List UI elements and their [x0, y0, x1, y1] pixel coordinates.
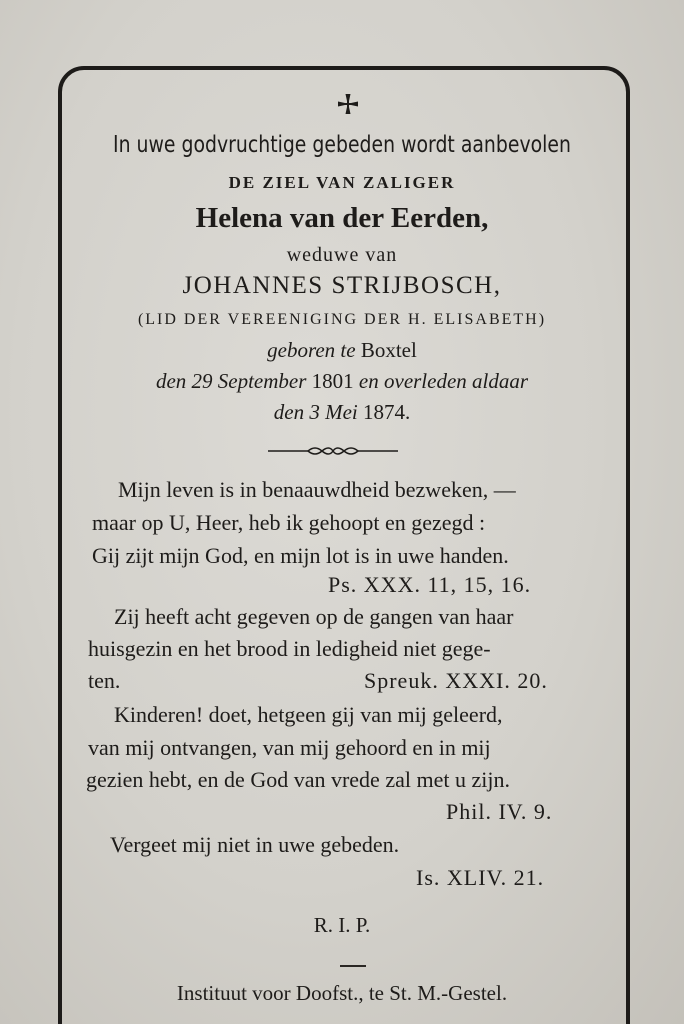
date-den-1: den 29	[155, 369, 213, 393]
birth-place: Boxtel	[360, 338, 417, 362]
husband-name: JOHANNES STRIJBOSCH,	[182, 272, 502, 299]
membership-line: (LID DER VEREENIGING DER H. ELISABETH)	[137, 311, 547, 328]
birth-month: September	[217, 369, 307, 393]
dates-line-2	[0, 400, 684, 425]
printer-imprint: Instituut voor Doofst., te St. M.-Gestel.	[176, 981, 508, 1005]
death-phrase: en overleden aldaar	[358, 369, 529, 393]
deceased-name: Helena van der Eerden,	[195, 202, 489, 234]
verse-line-10: Vergeet mij niet in uwe gebeden.	[110, 832, 400, 857]
verse-line-6: ten.	[88, 668, 121, 693]
date-den-2: den 3	[273, 400, 320, 424]
widow-of-line: weduwe van	[286, 244, 398, 266]
death-month: Mei	[325, 400, 358, 424]
ornamental-divider-icon	[268, 443, 398, 459]
verse-line-1: Mijn leven is in benaauwdheid bezweken, —	[118, 477, 516, 502]
verse-line-2: maar op U, Heer, heb ik gehoopt en gezegd :	[92, 510, 486, 535]
rip-line: R. I. P.	[313, 913, 371, 937]
verse-line-3: Gij zijt mijn God, en mijn lot is in uwe handen.	[92, 543, 509, 568]
soul-of-line: DE ZIEL VAN ZALIGER	[228, 173, 456, 192]
short-divider	[340, 965, 366, 967]
death-year: 1874.	[362, 400, 411, 424]
dates-line-1	[0, 369, 684, 394]
birth-line	[0, 338, 684, 363]
verse-line-8: van mij ontvangen, van mij gehoord en in mij	[88, 735, 491, 760]
verse-reference-philippians: Phil. IV. 9.	[446, 799, 553, 824]
birth-prefix: geboren te	[267, 338, 356, 362]
intro-line: In uwe godvruchtige gebeden wordt aanbevolen	[113, 132, 571, 158]
verse-reference-proverbs: Spreuk. XXXI. 20.	[364, 668, 548, 693]
birth-year: 1801	[311, 369, 354, 393]
verse-line-9: gezien hebt, en de God van vrede zal met u zijn.	[86, 767, 510, 792]
verse-line-4: Zij heeft acht gegeven op de gangen van haar	[114, 604, 514, 629]
cross-icon	[336, 92, 360, 116]
verse-reference-psalm: Ps. XXX. 11, 15, 16.	[328, 572, 532, 597]
verse-line-7: Kinderen! doet, hetgeen gij van mij geleerd,	[114, 702, 503, 727]
verse-reference-isaiah: Is. XLIV. 21.	[416, 865, 545, 890]
verse-line-5: huisgezin en het brood in ledigheid niet gege-	[88, 636, 491, 661]
